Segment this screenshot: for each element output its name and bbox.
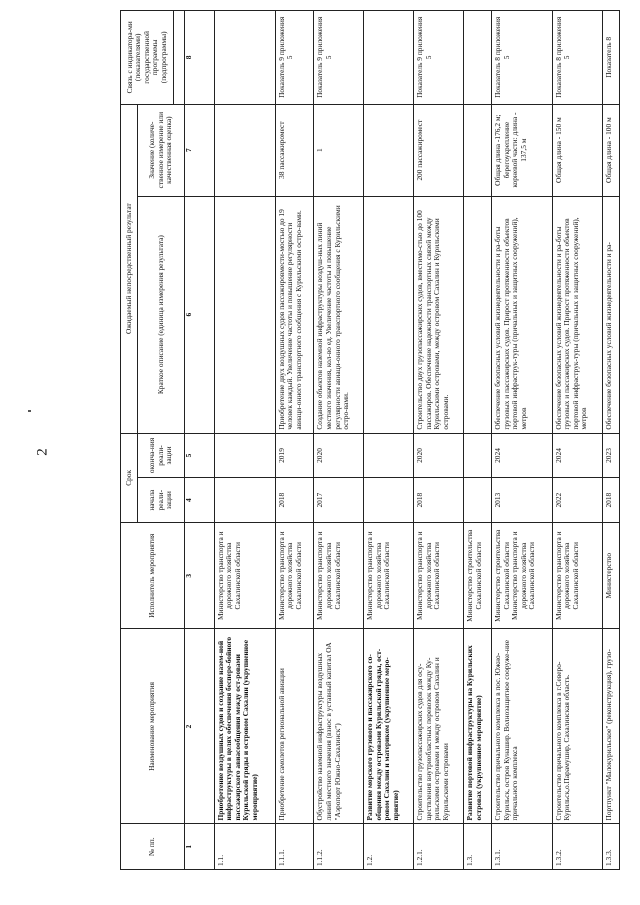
- row-value: 38 пассажиромест: [275, 104, 314, 196]
- row-description: Строительство двух грузопассажирских судов, вместимо-стью до 100 пассажиров. Обеспечение надежности транспортных связей между Курильскими островами, между островом Сахалин и Курильскими островами.: [414, 196, 464, 433]
- row-description: [464, 196, 492, 433]
- row-num: 1.3.: [464, 824, 492, 870]
- row-executor: Министерство транспорта и дорожного хозяйства Сахалинской области: [414, 522, 464, 629]
- row-start: 2013: [492, 478, 553, 523]
- column-number: 3: [185, 522, 215, 629]
- header-term: Срок: [121, 433, 138, 522]
- activities-table: [120, 10, 620, 870]
- row-description: [364, 196, 414, 433]
- row-link: Показатель 9 приложения 5: [414, 11, 464, 105]
- column-number: 2: [185, 629, 215, 824]
- row-name: Развитие портовой инфраструктуры на Курильских островах (укрупненное мероприятие): [464, 629, 492, 824]
- column-number: 1: [185, 824, 215, 870]
- row-end: [464, 433, 492, 478]
- header-end: оконча-ния реали-зации: [138, 433, 185, 478]
- row-link: Показатель 8 приложения 5: [492, 11, 553, 105]
- row-num: 1.1.1.: [275, 824, 314, 870]
- row-end: 2024: [552, 433, 602, 478]
- column-number: 5: [185, 433, 215, 478]
- row-name: Обустройство наземной инфраструктуры воздушных линий местного значения (взнос в уставный капитал ОА "Аэропорт Южно-Сахалинск"): [314, 629, 364, 824]
- row-value: [364, 104, 414, 196]
- row-name: Приобретение самолетов региональной авиации: [275, 629, 314, 824]
- row-executor: Министерство строительства Сахалинской области Министерство транспорта и дорожного хозяйства Сахалинской области: [492, 522, 553, 629]
- column-number: 7: [185, 104, 215, 196]
- row-end: 2023: [602, 433, 619, 478]
- row-start: 2018: [414, 478, 464, 523]
- row-value: Общая длина - 150 м: [552, 104, 602, 196]
- rotated-table-container: [120, 10, 620, 870]
- row-end: 2019: [275, 433, 314, 478]
- table-row: [464, 11, 492, 870]
- header-start: начала реали-зации: [138, 478, 185, 523]
- table-row: [214, 11, 275, 870]
- row-value: 200 пассажиромест: [414, 104, 464, 196]
- row-num: 1.1.2.: [314, 824, 364, 870]
- row-name: Развитие морского грузового и пассажирского со-общения между островами Курильской гряды, ост-ровом Сахалин и материком (укрупненное меро-приятие): [364, 629, 414, 824]
- table-body: [214, 11, 619, 870]
- row-start: 2022: [552, 478, 602, 523]
- row-executor: Министерство транспорта и дорожного хозяйства Сахалинской области: [314, 522, 364, 629]
- row-value: [214, 104, 275, 196]
- row-description: Обеспечение безопасных условий жизнедеятельности и ра-боты грузовых и пассажирских судов. Прирост протяженности объектов портовой инфраструк-туры (причальных и защитных сооружений), метров: [492, 196, 553, 433]
- row-link: [364, 11, 414, 105]
- row-start: 2017: [314, 478, 364, 523]
- column-number-row: [185, 11, 215, 870]
- row-name: Строительство грузопассажирских судов для осу-ществления внутриобластных перевозок между Ку-рильскими островами и между островом Сахалин и Курильскими островами: [414, 629, 464, 824]
- row-value: [464, 104, 492, 196]
- row-num: 1.3.1.: [492, 824, 553, 870]
- row-value: 1: [314, 104, 364, 196]
- table-row: [275, 11, 314, 870]
- header-spacer: [174, 11, 185, 105]
- row-link: Показатель 8 приложения 5: [552, 11, 602, 105]
- page-number: 2: [34, 448, 51, 456]
- row-start: 2018: [602, 478, 619, 523]
- table-row: [314, 11, 364, 870]
- header-link: Связь с индикатора-ми (показателями) государственной программы (подпрограммы): [121, 11, 174, 105]
- row-start: 2018: [275, 478, 314, 523]
- column-number: 4: [185, 478, 215, 523]
- header-short: Краткое описание (единица измерения результата): [138, 196, 185, 433]
- row-end: 2024: [492, 433, 553, 478]
- row-executor: Министерство строительства Сахалинской области: [464, 522, 492, 629]
- row-value: Общая длина -176,2 м; берегоукрепление корневой части: длина - 137,5 м: [492, 104, 553, 196]
- header-executor: Исполнитель мероприятия: [121, 522, 185, 629]
- row-start: [214, 478, 275, 523]
- row-description: Создание объектов наземной инфраструктуры воздуш-ных линий местного значения, кол-во ед. Увеличение частоты и повышение регулярности авиаци-онного транспортного сообщения с Курильскими остро-вами.: [314, 196, 364, 433]
- table-row: [552, 11, 602, 870]
- row-description: Обеспечение безопасных условий жизнедеятельности и ра-боты грузовых и пассажирских судов. Прирост протяженности объектов портовой инфраструк-туры (причальных и защитных сооружений), метров: [552, 196, 602, 433]
- table-row: [414, 11, 464, 870]
- row-start: [364, 478, 414, 523]
- table-row: [602, 11, 619, 870]
- row-description: [214, 196, 275, 433]
- row-link: Показатель 8: [602, 11, 619, 105]
- row-link: [214, 11, 275, 105]
- column-number: 8: [185, 11, 215, 105]
- row-link: Показатель 9 приложения 5: [314, 11, 364, 105]
- row-executor: Министерство транспорта и дорожного хозяйства Сахалинской области: [275, 522, 314, 629]
- row-description: Обеспечение безопасных условий жизнедеятельности и ра-: [602, 196, 619, 433]
- table-row: [492, 11, 553, 870]
- header-name: Наименование мероприятия: [121, 629, 185, 824]
- row-num: 1.3.3.: [602, 824, 619, 870]
- row-executor: Министерство транспорта и дорожного хозяйства Сахалинской области: [552, 522, 602, 629]
- row-end: 2020: [314, 433, 364, 478]
- row-name: Портпункт "Малокурильское" (реконструкция), грузо-: [602, 629, 619, 824]
- row-executor: Министерство транспорта и дорожного хозяйства Сахалинской области: [364, 522, 414, 629]
- row-name: Строительство причального комплекса в пос. Южно-Курильск, остров Кунашир. Волнозащитное сооруже-ние причального комплекса: [492, 629, 553, 824]
- header-num: № пп.: [121, 824, 185, 870]
- header-value: Значение (количе-ственное измерение или качественная оценка): [138, 104, 185, 196]
- row-executor: Министерство транспорта и дорожного хозяйства Сахалинской области: [214, 522, 275, 629]
- column-number: 6: [185, 196, 215, 433]
- row-end: [364, 433, 414, 478]
- row-name: Строительство причального комплекса в г.Северо-Курильск,о.Парамушир, Сахалинская область.: [552, 629, 602, 824]
- row-num: 1.2.: [364, 824, 414, 870]
- row-num: 1.1.: [214, 824, 275, 870]
- row-description: Приобретение двух воздушных судов пассажировмести-мостью до 19 человек каждый. Увеличение частоты и повышение регулярности авиаци-онного транспортного сообщения с Курильскими остро-вами.: [275, 196, 314, 433]
- table-row: [364, 11, 414, 870]
- row-link: [464, 11, 492, 105]
- row-name: Приобретение воздушных судов и создание назем-ной инфраструктуры в целях обеспечения беспере-бойного пассажирского авиасообщения между ост-ровами Курильской гряды и островом Сахалин (укрупненное мероприятие): [214, 629, 275, 824]
- row-num: 1.2.1.: [414, 824, 464, 870]
- header-expected: Ожидаемый непосредственный результат: [121, 104, 138, 433]
- row-num: 1.3.2.: [552, 824, 602, 870]
- row-start: [464, 478, 492, 523]
- row-value: Общая длина - 100 м: [602, 104, 619, 196]
- row-link: Показатель 9 приложения 5: [275, 11, 314, 105]
- row-end: [214, 433, 275, 478]
- row-executor: Министерство: [602, 522, 619, 629]
- scan-speck: [28, 410, 31, 412]
- row-end: 2020: [414, 433, 464, 478]
